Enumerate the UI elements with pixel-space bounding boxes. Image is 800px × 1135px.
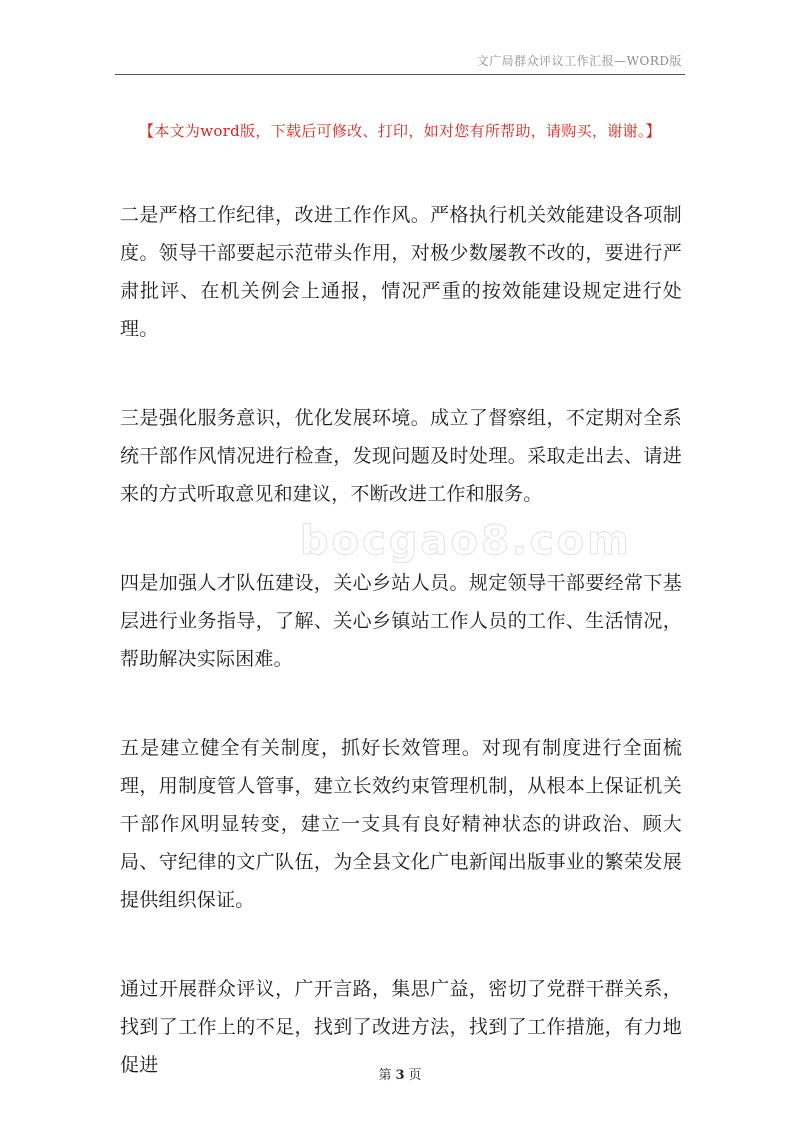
- page-number-prefix: 第: [378, 1068, 392, 1083]
- paragraph-5: 五是建立健全有关制度，抓好长效管理。对现有制度进行全面梳理，用制度管人管事，建立长效约束管理机制，从根本上保证机关干部作风明显转变，建立一支具有良好精神状态的讲政治、顾大局、守纪律的文广队伍，为全县文化广电新闻出版事业的繁荣发展提供组织保证。: [120, 737, 682, 911]
- paragraph-conclusion: 通过开展群众评议，广开言路，集思广益，密切了党群干群关系，找到了工作上的不足，找到了改进方法，找到了工作措施，有力地促进: [120, 978, 682, 1076]
- paragraph-4: 四是加强人才队伍建设，关心乡站人员。规定领导干部要经常下基层进行业务指导，了解、关心乡镇站工作人员的工作、生活情况，帮助解决实际困难。: [120, 572, 682, 670]
- page-number-suffix: 页: [408, 1068, 422, 1083]
- page-number: [0, 1064, 800, 1083]
- paragraph-3: 三是强化服务意识，优化发展环境。成立了督察组，不定期对全系统干部作风情况进行检查，发现问题及时处理。采取走出去、请进来的方式听取意见和建议，不断改进工作和服务。: [120, 407, 682, 505]
- watermark-logo: bocgao8.com: [300, 518, 632, 564]
- document-body: [120, 196, 682, 1135]
- header-divider: [115, 74, 685, 75]
- purchase-notice: 【本文为word版，下载后可修改、打印，如对您有所帮助，请购买，谢谢。】: [139, 122, 661, 140]
- page-number-value: 3: [395, 1068, 405, 1083]
- document-header-title: 文广局群众评议工作汇报—WORD版: [476, 54, 682, 68]
- paragraph-2: 二是严格工作纪律，改进工作作风。严格执行机关效能建设各项制度。领导干部要起示范带头作用，对极少数屡教不改的，要进行严肃批评、在机关例会上通报，情况严重的按效能建设规定进行处理。: [120, 204, 682, 340]
